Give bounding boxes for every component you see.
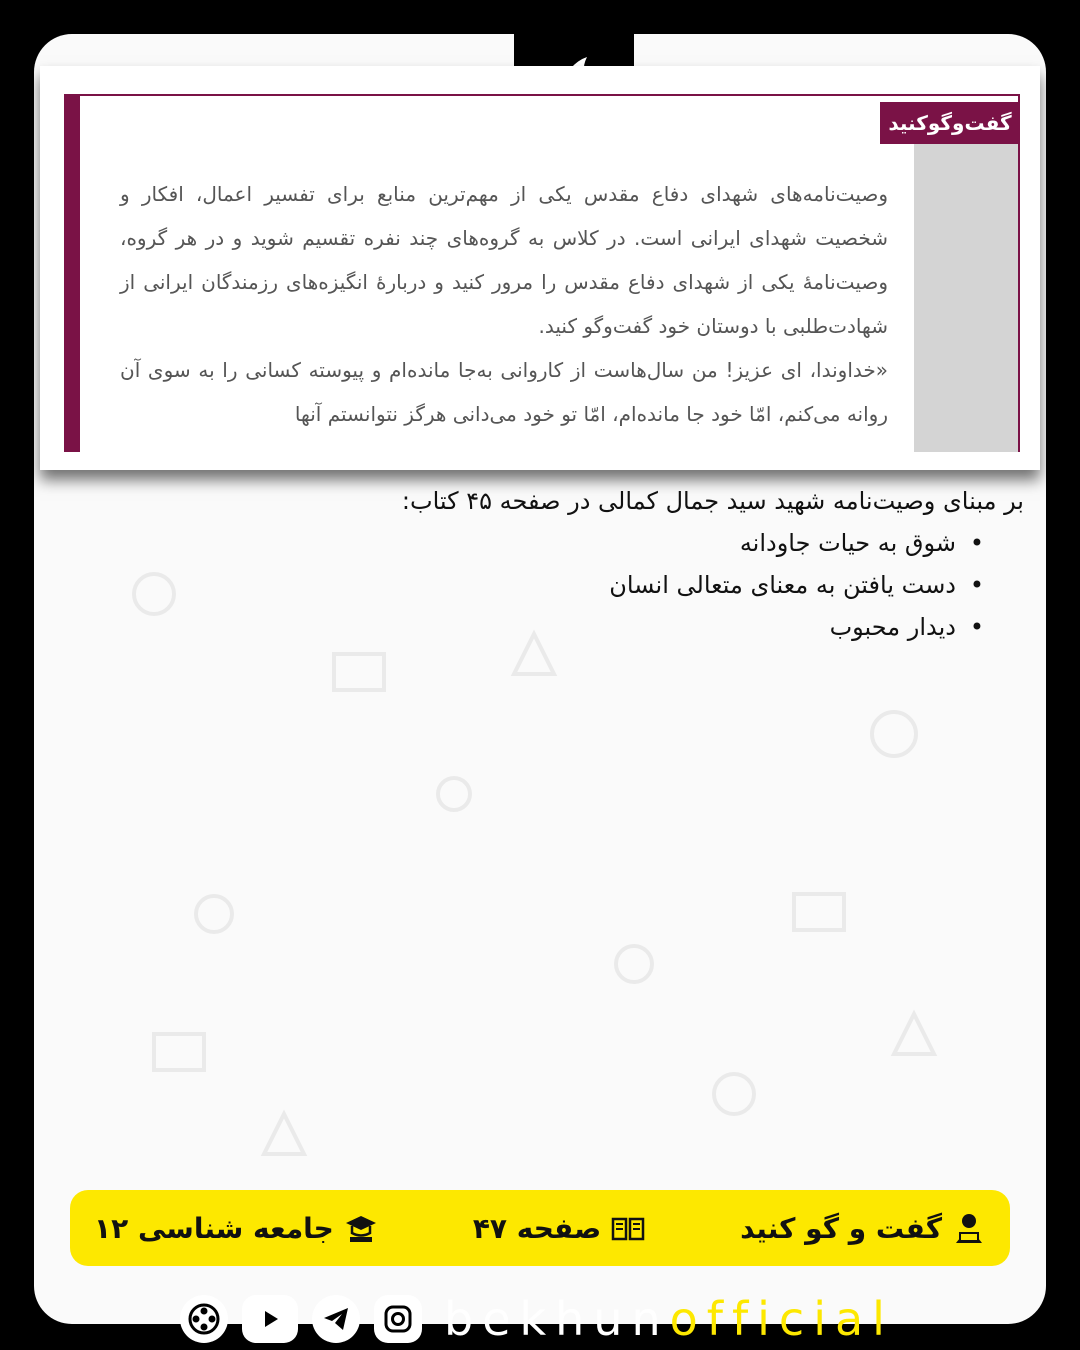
social-bar	[180, 1290, 1060, 1348]
answer-list	[74, 522, 1024, 648]
footer-book	[94, 1211, 378, 1245]
footer-info-bar	[70, 1190, 1010, 1266]
list-item: • دیدار محبوب	[74, 606, 984, 648]
brand-handle[interactable]	[444, 1292, 894, 1346]
answer-title: بر مبنای وصیت‌نامه شهید سید جمال کمالی در صفحه ۴۵ کتاب:	[401, 487, 1024, 515]
graduation-cap-icon	[344, 1211, 378, 1245]
answer-section	[74, 480, 1024, 648]
list-item: • شوق به حیات جاودانه	[74, 522, 984, 564]
handle-part-2: official	[669, 1292, 894, 1346]
footer-section	[740, 1211, 986, 1245]
excerpt-quote: «خداوندا، ای عزیز! من سال‌هاست از کاروانی به‌جا مانده‌ام و پیوسته کسانی را به سوی آن روانه می‌کنم، امّا خود جا مانده‌ام، امّا تو خود می‌دانی هرگز نتوانستم آنها	[120, 358, 888, 426]
film-reel-icon[interactable]	[180, 1295, 228, 1343]
content-card	[34, 34, 1046, 1324]
excerpt-text	[120, 172, 888, 436]
footer-book-label: جامعه شناسی ۱۲	[94, 1211, 334, 1245]
instagram-icon[interactable]	[374, 1295, 422, 1343]
teacher-icon	[952, 1211, 986, 1245]
youtube-icon[interactable]	[242, 1295, 298, 1343]
footer-page	[473, 1211, 645, 1245]
excerpt-tag: گفت‌وگوکنید	[880, 102, 1020, 144]
excerpt-side-panel	[914, 140, 1018, 452]
footer-page-label: صفحه ۴۷	[472, 1211, 602, 1245]
excerpt-left-bar	[64, 96, 80, 452]
footer-section-label: گفت و گو کنید	[740, 1211, 942, 1245]
excerpt-paragraph: وصیت‌نامه‌های شهدای دفاع مقدس یکی از مهم‌ترین منابع برای تفسیر اعمال، افکار و شخصیت شهدای ایرانی است. در کلاس به گروه‌های چند نفره تقسیم شوید و در هر گروه، وصیت‌نامهٔ یکی از شهدای دفاع مقدس را مرور کنید و دربارهٔ انگیزه‌های رزمندگان ایرانی از شهادت‌طلبی با دوستان خود گفت‌وگو کنید.	[120, 182, 888, 338]
book-excerpt-box	[40, 66, 1040, 470]
list-item: • دست یافتن به معنای متعالی انسان	[74, 564, 984, 606]
open-book-icon	[611, 1211, 645, 1245]
handle-part-1: bekhun	[444, 1292, 670, 1346]
telegram-icon[interactable]	[312, 1295, 360, 1343]
